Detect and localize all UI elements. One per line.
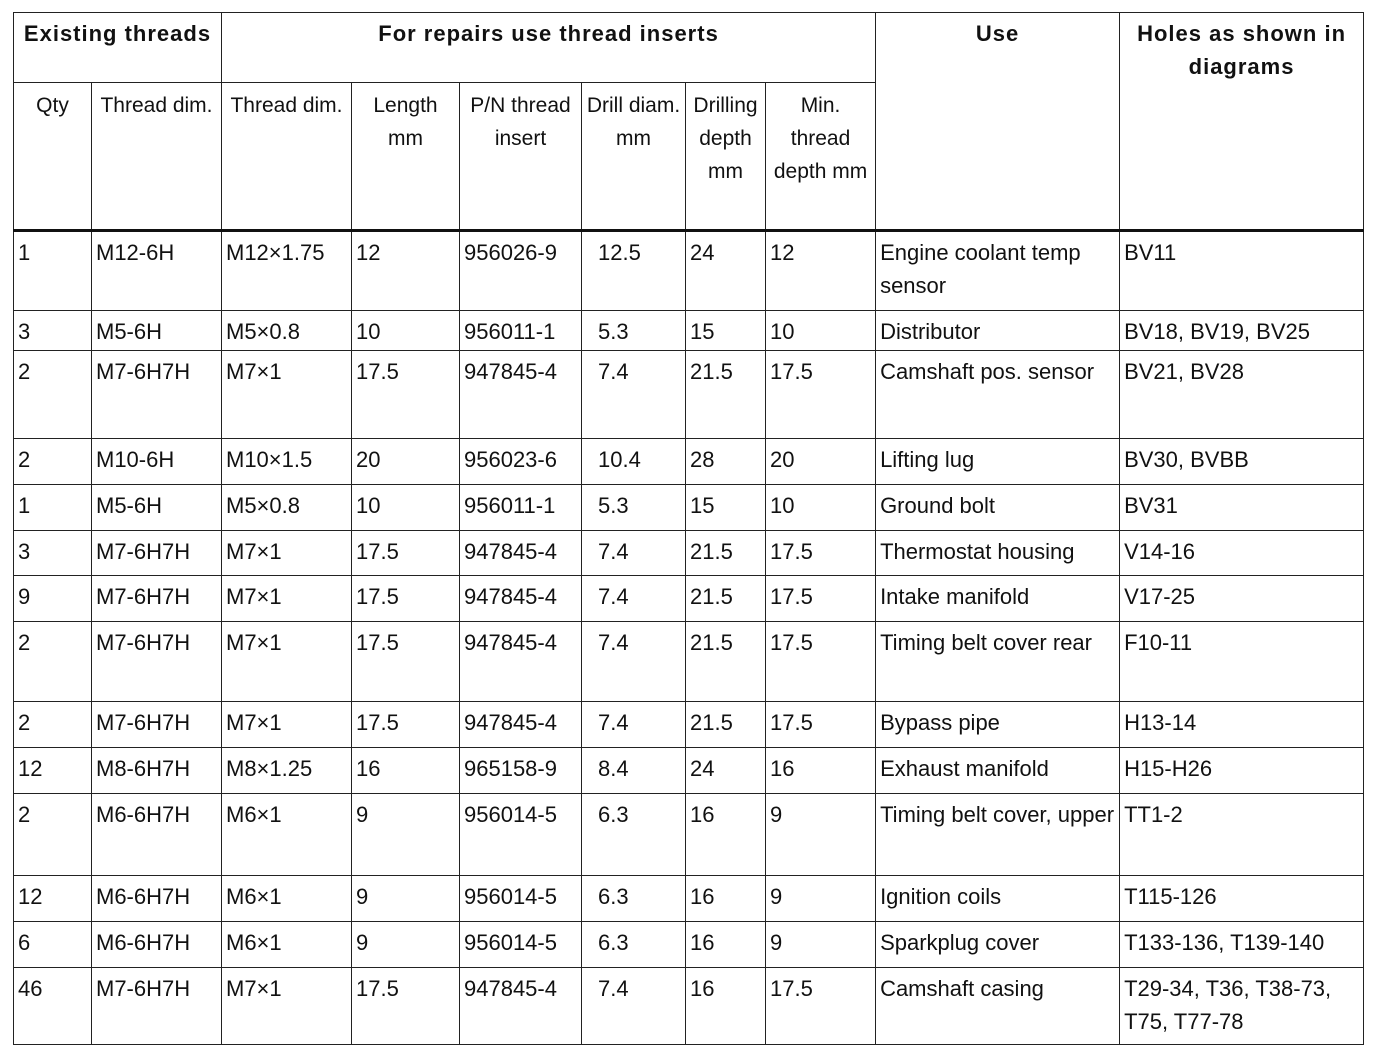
cell-length: 17.5 bbox=[352, 576, 460, 622]
cell-insert-dim: M7×1 bbox=[222, 622, 352, 702]
cell-pn: 947845-4 bbox=[460, 968, 582, 1045]
cell-drilling-depth: 16 bbox=[686, 968, 766, 1045]
cell-pn: 956011-1 bbox=[460, 311, 582, 351]
cell-thread-dim: M7-6H7H bbox=[92, 531, 222, 576]
header-existing-threads: Existing threads bbox=[14, 13, 222, 83]
cell-length: 16 bbox=[352, 748, 460, 794]
header-min-thread-depth: Min. thread depth mm bbox=[766, 83, 876, 231]
cell-pn: 956014-5 bbox=[460, 794, 582, 876]
cell-qty: 2 bbox=[14, 794, 92, 876]
cell-insert-dim: M8×1.25 bbox=[222, 748, 352, 794]
cell-min-thread-depth: 20 bbox=[766, 439, 876, 485]
table-row bbox=[14, 231, 1364, 311]
cell-thread-dim: M7-6H7H bbox=[92, 576, 222, 622]
cell-qty: 2 bbox=[14, 702, 92, 748]
cell-thread-dim: M5-6H bbox=[92, 485, 222, 531]
cell-use: Intake manifold bbox=[876, 576, 1120, 622]
table-row bbox=[14, 531, 1364, 576]
cell-insert-dim: M12×1.75 bbox=[222, 231, 352, 311]
cell-length: 20 bbox=[352, 439, 460, 485]
cell-drill-diam: 7.4 bbox=[582, 576, 686, 622]
table-header bbox=[14, 13, 1364, 231]
cell-drilling-depth: 15 bbox=[686, 485, 766, 531]
cell-use: Camshaft casing bbox=[876, 968, 1120, 1045]
cell-drilling-depth: 21.5 bbox=[686, 531, 766, 576]
cell-drilling-depth: 21.5 bbox=[686, 576, 766, 622]
cell-thread-dim: M10-6H bbox=[92, 439, 222, 485]
cell-insert-dim: M5×0.8 bbox=[222, 311, 352, 351]
cell-thread-dim: M12-6H bbox=[92, 231, 222, 311]
cell-holes: H13-14 bbox=[1120, 702, 1364, 748]
table-row bbox=[14, 622, 1364, 702]
cell-drill-diam: 7.4 bbox=[582, 702, 686, 748]
cell-use: Ignition coils bbox=[876, 876, 1120, 922]
cell-drill-diam: 7.4 bbox=[582, 351, 686, 439]
table-row bbox=[14, 876, 1364, 922]
cell-pn: 956011-1 bbox=[460, 485, 582, 531]
table-row bbox=[14, 485, 1364, 531]
cell-length: 9 bbox=[352, 922, 460, 968]
cell-min-thread-depth: 17.5 bbox=[766, 622, 876, 702]
cell-qty: 2 bbox=[14, 439, 92, 485]
cell-drilling-depth: 16 bbox=[686, 794, 766, 876]
cell-min-thread-depth: 17.5 bbox=[766, 702, 876, 748]
cell-holes: H15-H26 bbox=[1120, 748, 1364, 794]
header-thread-dim-insert: Thread dim. bbox=[222, 83, 352, 231]
cell-holes: V17-25 bbox=[1120, 576, 1364, 622]
cell-drilling-depth: 21.5 bbox=[686, 351, 766, 439]
cell-holes: BV18, BV19, BV25 bbox=[1120, 311, 1364, 351]
header-qty: Qty bbox=[14, 83, 92, 231]
cell-drilling-depth: 16 bbox=[686, 876, 766, 922]
cell-holes: BV21, BV28 bbox=[1120, 351, 1364, 439]
cell-drill-diam: 8.4 bbox=[582, 748, 686, 794]
cell-min-thread-depth: 9 bbox=[766, 922, 876, 968]
cell-length: 17.5 bbox=[352, 351, 460, 439]
cell-holes: BV30, BVBB bbox=[1120, 439, 1364, 485]
cell-drill-diam: 6.3 bbox=[582, 922, 686, 968]
cell-min-thread-depth: 17.5 bbox=[766, 531, 876, 576]
cell-insert-dim: M7×1 bbox=[222, 351, 352, 439]
cell-length: 17.5 bbox=[352, 531, 460, 576]
cell-use: Timing belt cover, upper bbox=[876, 794, 1120, 876]
cell-thread-dim: M7-6H7H bbox=[92, 622, 222, 702]
table-row bbox=[14, 576, 1364, 622]
cell-drilling-depth: 21.5 bbox=[686, 622, 766, 702]
cell-holes: BV31 bbox=[1120, 485, 1364, 531]
cell-drilling-depth: 24 bbox=[686, 748, 766, 794]
cell-insert-dim: M10×1.5 bbox=[222, 439, 352, 485]
cell-thread-dim: M6-6H7H bbox=[92, 922, 222, 968]
cell-length: 12 bbox=[352, 231, 460, 311]
cell-drill-diam: 10.4 bbox=[582, 439, 686, 485]
cell-qty: 1 bbox=[14, 231, 92, 311]
table-row bbox=[14, 922, 1364, 968]
cell-min-thread-depth: 17.5 bbox=[766, 351, 876, 439]
cell-drill-diam: 12.5 bbox=[582, 231, 686, 311]
cell-use: Bypass pipe bbox=[876, 702, 1120, 748]
cell-qty: 6 bbox=[14, 922, 92, 968]
cell-qty: 2 bbox=[14, 622, 92, 702]
cell-drilling-depth: 16 bbox=[686, 922, 766, 968]
cell-min-thread-depth: 16 bbox=[766, 748, 876, 794]
cell-pn: 947845-4 bbox=[460, 531, 582, 576]
table-row bbox=[14, 968, 1364, 1045]
header-length: Length mm bbox=[352, 83, 460, 231]
table-row bbox=[14, 748, 1364, 794]
cell-min-thread-depth: 9 bbox=[766, 876, 876, 922]
cell-qty: 2 bbox=[14, 351, 92, 439]
cell-pn: 956026-9 bbox=[460, 231, 582, 311]
cell-holes: F10-11 bbox=[1120, 622, 1364, 702]
cell-thread-dim: M6-6H7H bbox=[92, 876, 222, 922]
cell-use: Camshaft pos. sensor bbox=[876, 351, 1120, 439]
cell-drill-diam: 7.4 bbox=[582, 531, 686, 576]
cell-length: 17.5 bbox=[352, 968, 460, 1045]
cell-drilling-depth: 28 bbox=[686, 439, 766, 485]
cell-use: Sparkplug cover bbox=[876, 922, 1120, 968]
cell-holes: T29-34, T36, T38-73, T75, T77-78 bbox=[1120, 968, 1364, 1045]
cell-holes: TT1-2 bbox=[1120, 794, 1364, 876]
cell-length: 10 bbox=[352, 485, 460, 531]
cell-pn: 947845-4 bbox=[460, 576, 582, 622]
cell-pn: 956014-5 bbox=[460, 922, 582, 968]
cell-thread-dim: M7-6H7H bbox=[92, 351, 222, 439]
cell-insert-dim: M7×1 bbox=[222, 531, 352, 576]
table-row bbox=[14, 439, 1364, 485]
cell-qty: 12 bbox=[14, 748, 92, 794]
cell-drill-diam: 6.3 bbox=[582, 794, 686, 876]
cell-qty: 1 bbox=[14, 485, 92, 531]
header-drilling-depth: Drilling depth mm bbox=[686, 83, 766, 231]
cell-min-thread-depth: 17.5 bbox=[766, 968, 876, 1045]
cell-drilling-depth: 24 bbox=[686, 231, 766, 311]
cell-length: 17.5 bbox=[352, 622, 460, 702]
cell-min-thread-depth: 10 bbox=[766, 311, 876, 351]
cell-pn: 947845-4 bbox=[460, 622, 582, 702]
table-row bbox=[14, 311, 1364, 351]
cell-min-thread-depth: 9 bbox=[766, 794, 876, 876]
cell-pn: 956014-5 bbox=[460, 876, 582, 922]
cell-drill-diam: 5.3 bbox=[582, 311, 686, 351]
header-for-repairs: For repairs use thread inserts bbox=[222, 13, 876, 83]
cell-holes: V14-16 bbox=[1120, 531, 1364, 576]
cell-min-thread-depth: 17.5 bbox=[766, 576, 876, 622]
cell-pn: 956023-6 bbox=[460, 439, 582, 485]
table-body bbox=[14, 231, 1364, 1045]
cell-min-thread-depth: 10 bbox=[766, 485, 876, 531]
table-row bbox=[14, 351, 1364, 439]
cell-use: Timing belt cover rear bbox=[876, 622, 1120, 702]
cell-length: 17.5 bbox=[352, 702, 460, 748]
cell-length: 9 bbox=[352, 794, 460, 876]
cell-drilling-depth: 15 bbox=[686, 311, 766, 351]
header-thread-dim-existing: Thread dim. bbox=[92, 83, 222, 231]
cell-use: Distributor bbox=[876, 311, 1120, 351]
cell-qty: 9 bbox=[14, 576, 92, 622]
cell-thread-dim: M5-6H bbox=[92, 311, 222, 351]
cell-use: Lifting lug bbox=[876, 439, 1120, 485]
cell-min-thread-depth: 12 bbox=[766, 231, 876, 311]
cell-insert-dim: M6×1 bbox=[222, 876, 352, 922]
cell-use: Thermostat housing bbox=[876, 531, 1120, 576]
cell-thread-dim: M7-6H7H bbox=[92, 968, 222, 1045]
header-row-groups bbox=[14, 13, 1364, 83]
table-row bbox=[14, 794, 1364, 876]
header-use: Use bbox=[876, 13, 1120, 231]
cell-insert-dim: M7×1 bbox=[222, 702, 352, 748]
cell-use: Exhaust manifold bbox=[876, 748, 1120, 794]
cell-pn: 947845-4 bbox=[460, 351, 582, 439]
cell-insert-dim: M7×1 bbox=[222, 968, 352, 1045]
cell-drilling-depth: 21.5 bbox=[686, 702, 766, 748]
table-row bbox=[14, 702, 1364, 748]
cell-length: 9 bbox=[352, 876, 460, 922]
cell-holes: BV11 bbox=[1120, 231, 1364, 311]
cell-drill-diam: 5.3 bbox=[582, 485, 686, 531]
cell-thread-dim: M7-6H7H bbox=[92, 702, 222, 748]
cell-qty: 46 bbox=[14, 968, 92, 1045]
cell-insert-dim: M7×1 bbox=[222, 576, 352, 622]
cell-insert-dim: M6×1 bbox=[222, 922, 352, 968]
cell-qty: 3 bbox=[14, 311, 92, 351]
cell-pn: 947845-4 bbox=[460, 702, 582, 748]
cell-insert-dim: M5×0.8 bbox=[222, 485, 352, 531]
cell-holes: T115-126 bbox=[1120, 876, 1364, 922]
cell-use: Ground bolt bbox=[876, 485, 1120, 531]
cell-qty: 12 bbox=[14, 876, 92, 922]
cell-drill-diam: 7.4 bbox=[582, 622, 686, 702]
cell-drill-diam: 7.4 bbox=[582, 968, 686, 1045]
thread-insert-table bbox=[13, 12, 1364, 1045]
cell-use: Engine coolant temp sensor bbox=[876, 231, 1120, 311]
header-pn: P/N thread insert bbox=[460, 83, 582, 231]
cell-holes: T133-136, T139-140 bbox=[1120, 922, 1364, 968]
cell-pn: 965158-9 bbox=[460, 748, 582, 794]
cell-thread-dim: M6-6H7H bbox=[92, 794, 222, 876]
header-holes: Holes as shown in diagrams bbox=[1120, 13, 1364, 231]
cell-qty: 3 bbox=[14, 531, 92, 576]
cell-drill-diam: 6.3 bbox=[582, 876, 686, 922]
cell-length: 10 bbox=[352, 311, 460, 351]
cell-insert-dim: M6×1 bbox=[222, 794, 352, 876]
header-drill-diam: Drill diam. mm bbox=[582, 83, 686, 231]
cell-thread-dim: M8-6H7H bbox=[92, 748, 222, 794]
